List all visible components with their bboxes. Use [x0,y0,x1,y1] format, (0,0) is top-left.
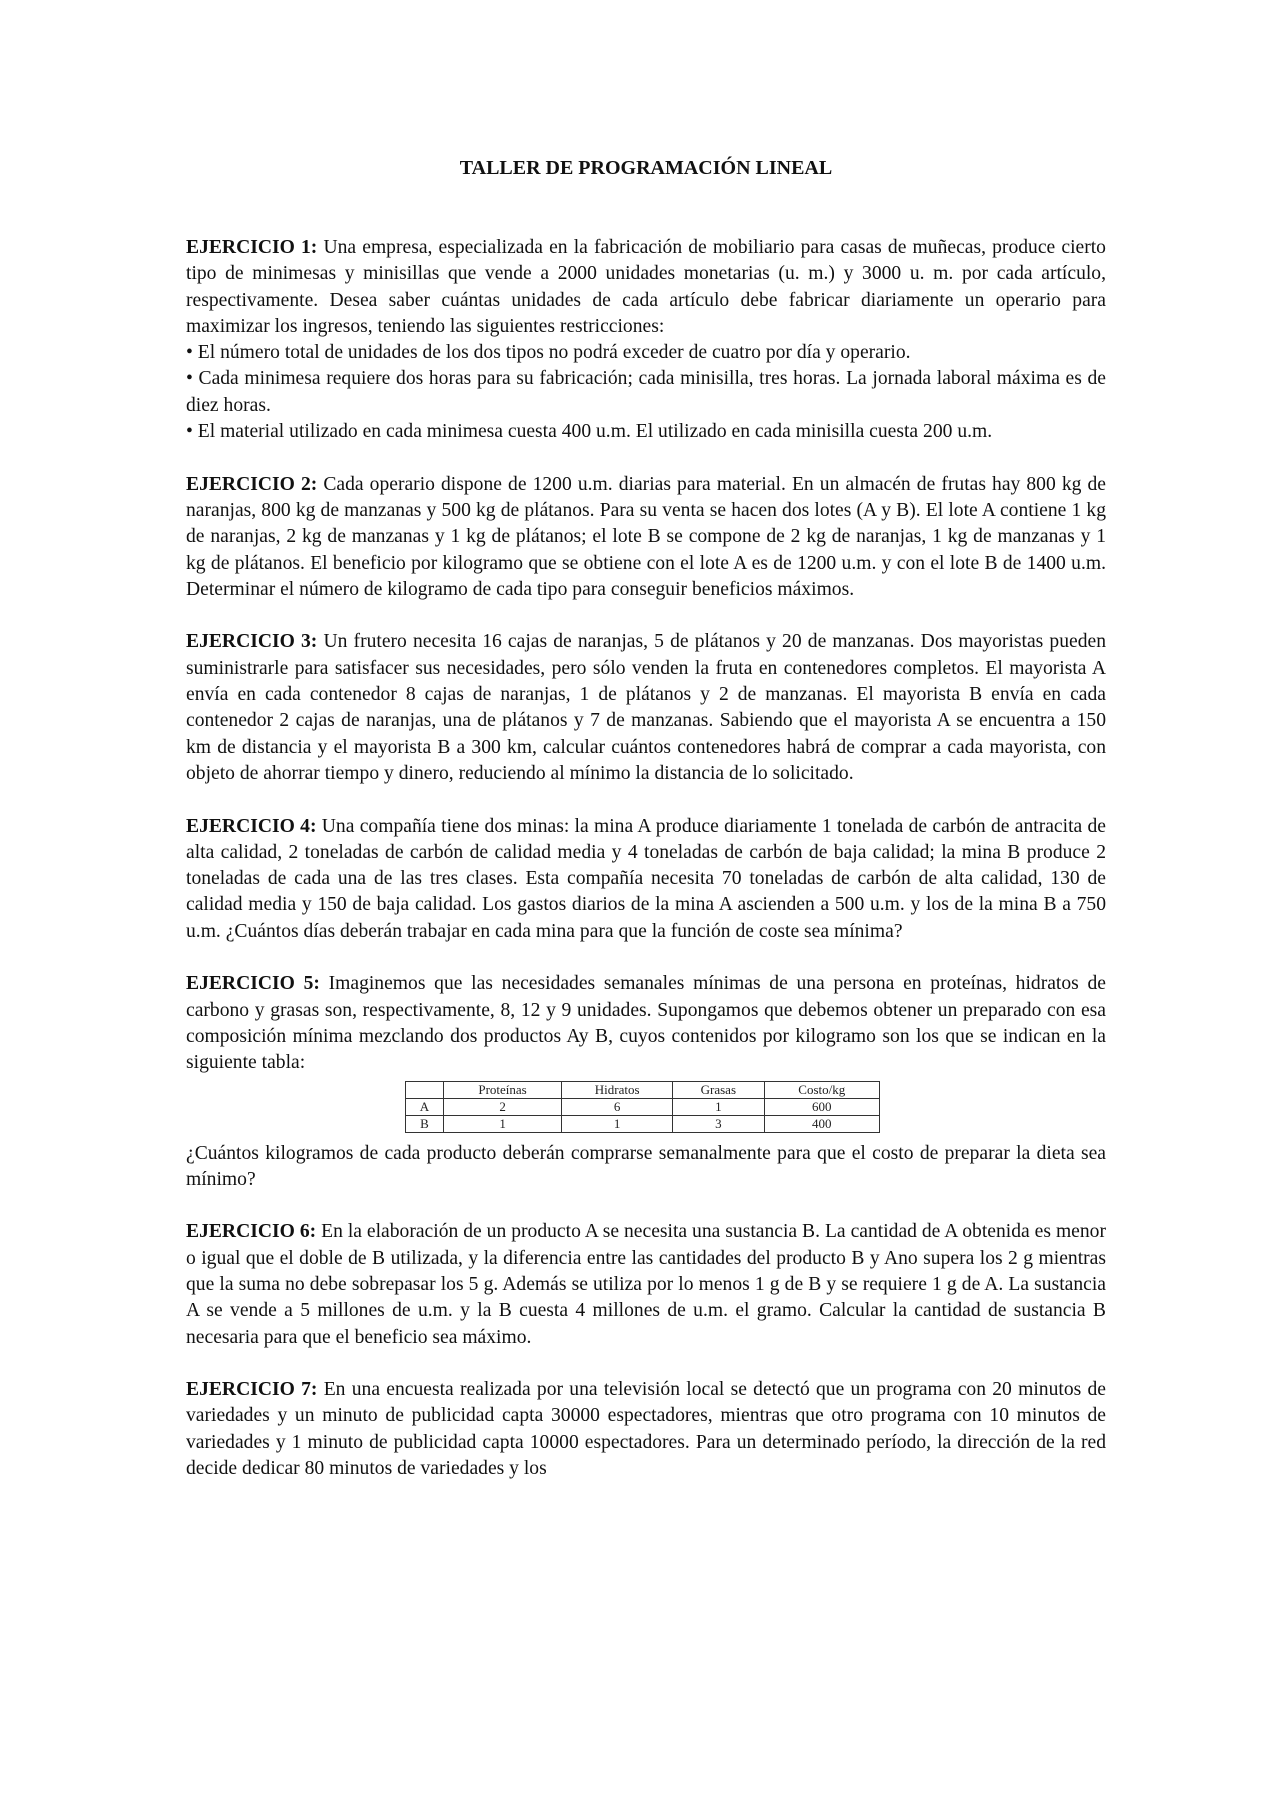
exercise-heading: EJERCICIO 7: [186,1379,318,1401]
table-cell: 1 [443,1115,561,1132]
table-cell: 400 [764,1115,879,1132]
exercise-bullet: • El número total de unidades de los dos tipos no podrá exceder de cuatro por día y operario. [186,342,911,364]
exercise-question: ¿Cuántos kilogramos de cada producto deberán comprarse semanalmente para que el costo de preparar la dieta sea mínimo? [186,1142,1106,1190]
table-cell: 6 [562,1098,673,1115]
exercise-paragraph [186,1377,1106,1482]
exercise-paragraph [186,629,1106,787]
table-cell: A [406,1098,444,1115]
table-cell: 600 [764,1098,879,1115]
table-header-cell: Proteínas [443,1081,561,1098]
exercise-paragraph [186,1219,1106,1350]
table-header-cell: Costo/kg [764,1081,879,1098]
table-cell: B [406,1115,444,1132]
exercise-4 [186,814,1106,945]
exercise-heading: EJERCICIO 2: [186,473,318,495]
exercise-text: En una encuesta realizada por una televisión local se detectó que un programa con 20 minutos de variedades y un minuto de publicidad capta 30000 espectadores, mientras que otro programa con 10 minutos de variedades y 1 minuto de publicidad capta 10000 espectadores. Para un determinado período, la dirección de la red decide dedicar 80 minutos de variedades y los [186,1379,1106,1480]
table-header-cell: Hidratos [562,1081,673,1098]
table-cell: 1 [673,1098,765,1115]
exercise-6 [186,1219,1106,1350]
table-row [406,1098,880,1115]
exercise-heading: EJERCICIO 5: [186,973,320,995]
exercise-5 [186,971,1106,1193]
exercise-heading: EJERCICIO 4: [186,815,317,837]
exercise-heading: EJERCICIO 1: [186,237,318,258]
exercise-2 [186,472,1106,603]
exercise-text: Una compañía tiene dos minas: la mina A produce diariamente 1 tonelada de carbón de antracita de alta calidad, 2 toneladas de carbón de calidad media y 4 toneladas de carbón de baja calidad; la mina B produce 2 toneladas de cada una de las tres clases. Esta compañía necesita 70 toneladas de carbón de alta calidad, 130 de calidad media y 150 de baja calidad. Los gastos diarios de la mina A ascienden a 500 u.m. y los de la mina B a 750 u.m. ¿Cuántos días deberán trabajar en cada mina para que la función de coste sea mínima? [186,815,1106,942]
exercise-paragraph [186,235,1106,340]
exercise-paragraph [186,472,1106,603]
exercise-text: Un frutero necesita 16 cajas de naranjas, 5 de plátanos y 20 de manzanas. Dos mayoristas pueden suministrarle para satisfacer sus necesidades, pero sólo venden la fruta en contenedores completos. El mayorista A envía en cada contenedor 8 cajas de naranjas, 1 de plátanos y 2 de manzanas. El mayorista B envía en cada contenedor 2 cajas de naranjas, una de plátanos y 7 de manzanas. Sabiendo que el mayorista A se encuentra a 150 km de distancia y el mayorista B a 300 km, calcular cuántos contenedores habrá de comprar a cada mayorista, con objeto de ahorrar tiempo y dinero, reduciendo al mínimo la distancia de lo solicitado. [186,631,1106,784]
exercise-1 [186,235,1106,445]
table-cell: 3 [673,1115,765,1132]
exercise-heading: EJERCICIO 3: [186,631,318,653]
exercise-text: Una empresa, especializada en la fabricación de mobiliario para casas de muñecas, produce cierto tipo de minimesas y minisillas que vende a 2000 unidades monetarias (u. m.) y 3000 u. m. por cada artículo, respectivamente. Desea saber cuántas unidades de cada artículo debe fabricar diariamente un operario para maximizar los ingresos, teniendo las siguientes restricciones: [186,237,1106,337]
table-header-row [406,1081,880,1098]
exercise-text: Imaginemos que las necesidades semanales mínimas de una persona en proteínas, hidratos de carbono y grasas son, respectivamente, 8, 12 y 9 unidades. Supongamos que debemos obtener un preparado con esa composición mínima mezclando dos productos Ay B, cuyos contenidos por kilogramo son los que se indican en la siguiente tabla: [186,973,1106,1074]
table-cell: 1 [562,1115,673,1132]
exercise-paragraph [186,814,1106,945]
nutrition-table-wrap [405,1081,880,1133]
exercise-7 [186,1377,1106,1482]
table-row [406,1115,880,1132]
exercise-bullet: • El material utilizado en cada minimesa cuesta 400 u.m. El utilizado en cada minisilla cuesta 200 u.m. [186,421,993,443]
table-cell: 2 [443,1098,561,1115]
table-header-cell [406,1081,444,1098]
exercise-3 [186,629,1106,787]
exercise-paragraph [186,971,1106,1076]
exercise-bullet: • Cada minimesa requiere dos horas para su fabricación; cada minisilla, tres horas. La jornada laboral máxima es de diez horas. [186,368,1106,416]
document-title: TALLER DE PROGRAMACIÓN LINEAL [459,157,833,179]
table-header-cell: Grasas [673,1081,765,1098]
document-body [186,235,1106,1509]
exercise-text: Cada operario dispone de 1200 u.m. diarias para material. En un almacén de frutas hay 800 kg de naranjas, 800 kg de manzanas y 500 kg de plátanos. Para su venta se hacen dos lotes (A y B). El lote A contiene 1 kg de naranjas, 2 kg de manzanas y 1 kg de plátanos; el lote B se compone de 2 kg de naranjas, 1 kg de manzanas y 1 kg de plátanos. El beneficio por kilogramo que se obtiene con el lote A es de 1200 u.m. y con el lote B de 1400 u.m. Determinar el número de kilogramo de cada tipo para conseguir beneficios máximos. [186,473,1106,600]
nutrition-table [405,1081,880,1133]
exercise-heading: EJERCICIO 6: [186,1221,317,1243]
exercise-text: En la elaboración de un producto A se necesita una sustancia B. La cantidad de A obtenida es menor o igual que el doble de B utilizada, y la diferencia entre las cantidades del producto B y Ano supera los 2 g mientras que la suma no debe sobrepasar los 5 g. Además se utiliza por lo menos 1 g de B y se requiere 1 g de A. La sustancia A se vende a 5 millones de u.m. y la B cuesta 4 millones de u.m. el gramo. Calcular la cantidad de sustancia B necesaria para que el beneficio sea máximo. [186,1221,1106,1348]
